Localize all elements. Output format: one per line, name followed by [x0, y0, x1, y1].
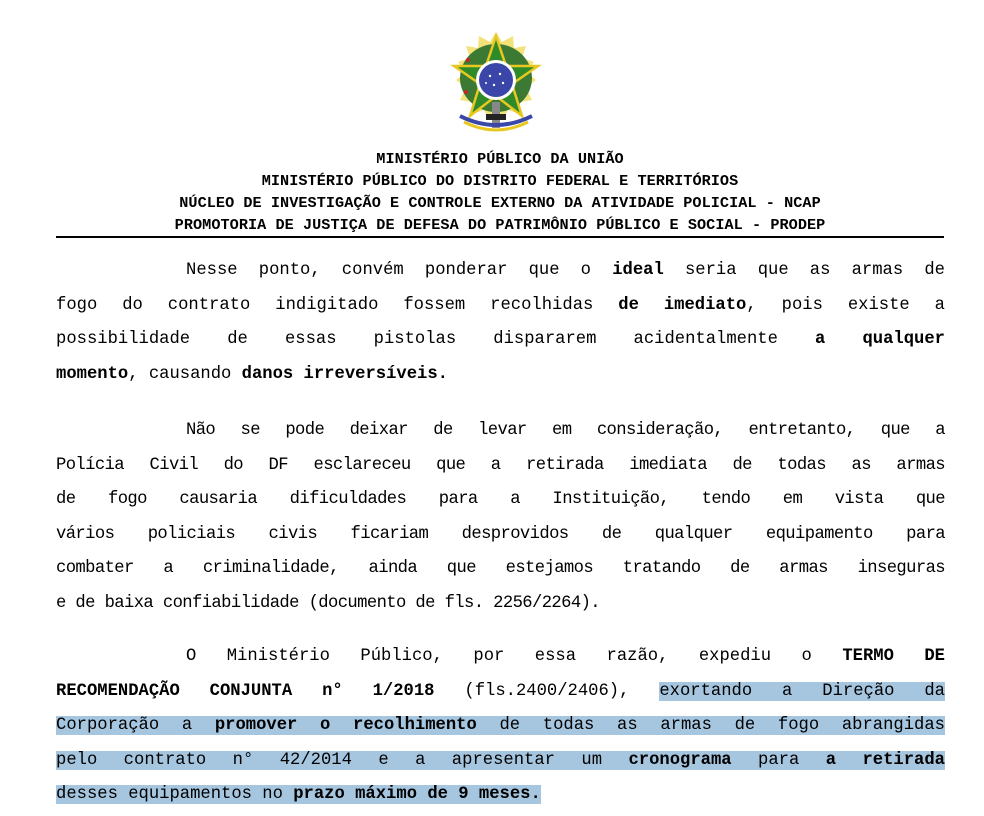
paragraph-line: momento, causando danos irreversíveis.	[56, 364, 448, 384]
paragraph-line: RECOMENDAÇÃO CONJUNTA n° 1/2018 (fls.2400/2406), exortando a Direção da	[56, 681, 945, 701]
paragraph-line: Nesse ponto, convém ponderar que o ideal seria que as armas de	[186, 261, 945, 280]
header-line-1: MINISTÉRIO PÚBLICO DA UNIÃO	[376, 150, 624, 168]
paragraph-line: e de baixa confiabilidade (documento de fls. 2256/2264).	[56, 593, 600, 613]
highlighted-text[interactable]: Corporação a	[56, 716, 215, 735]
document-header	[56, 148, 944, 238]
header-line-4: PROMOTORIA DE JUSTIÇA DE DEFESA DO PATRIMÔNIO PÚBLICO E SOCIAL - PRODEP	[56, 214, 944, 238]
highlighted-text[interactable]: cronograma	[628, 750, 732, 770]
paragraph-line	[56, 709, 945, 744]
highlighted-text[interactable]: desses equipamentos no	[56, 785, 294, 804]
paragraph-line: Polícia Civil do DF esclareceu que a retirada imediata de todas as armas	[56, 455, 945, 475]
highlighted-text[interactable]: exortando a Direção da	[659, 681, 945, 701]
highlighted-text[interactable]: promover o recolhimento	[214, 716, 477, 735]
paragraph-2	[56, 414, 945, 621]
paragraph-line: Não se pode deixar de levar em consideração, entretanto, que a	[186, 421, 945, 440]
paragraph-line: combater a criminalidade, ainda que estejamos tratando de armas inseguras	[56, 559, 945, 578]
paragraph-line: possibilidade de essas pistolas dispararem acidentalmente a qualquer	[56, 330, 945, 349]
highlighted-text[interactable]: de todas as armas de fogo abrangidas	[476, 716, 945, 735]
highlighted-text[interactable]: prazo máximo de 9 meses.	[293, 785, 541, 804]
header-line-2: MINISTÉRIO PÚBLICO DO DISTRITO FEDERAL E TERRITÓRIOS	[261, 172, 739, 190]
paragraph-line: O Ministério Público, por essa razão, expediu o TERMO DE	[186, 647, 945, 666]
header-line-3: NÚCLEO DE INVESTIGAÇÃO E CONTROLE EXTERNO DA ATIVIDADE POLICIAL - NCAP	[179, 194, 821, 212]
highlighted-text[interactable]: para	[731, 750, 826, 770]
paragraph-line	[56, 778, 945, 813]
paragraph-3	[56, 640, 945, 813]
paragraph-line: fogo do contrato indigitado fossem recolhidas de imediato, pois existe a	[56, 295, 945, 315]
paragraph-line	[56, 744, 945, 779]
paragraph-line: de fogo causaria dificuldades para a Instituição, tendo em vista que	[56, 490, 945, 509]
highlighted-text[interactable]: pelo contrato n° 42/2014 e a apresentar um	[56, 750, 629, 770]
paragraph-1	[56, 254, 945, 392]
highlighted-text[interactable]: a retirada	[825, 750, 945, 770]
paragraph-line: vários policiais civis ficariam desprovidos de qualquer equipamento para	[56, 524, 945, 544]
brazil-coat-of-arms-icon	[446, 30, 546, 142]
